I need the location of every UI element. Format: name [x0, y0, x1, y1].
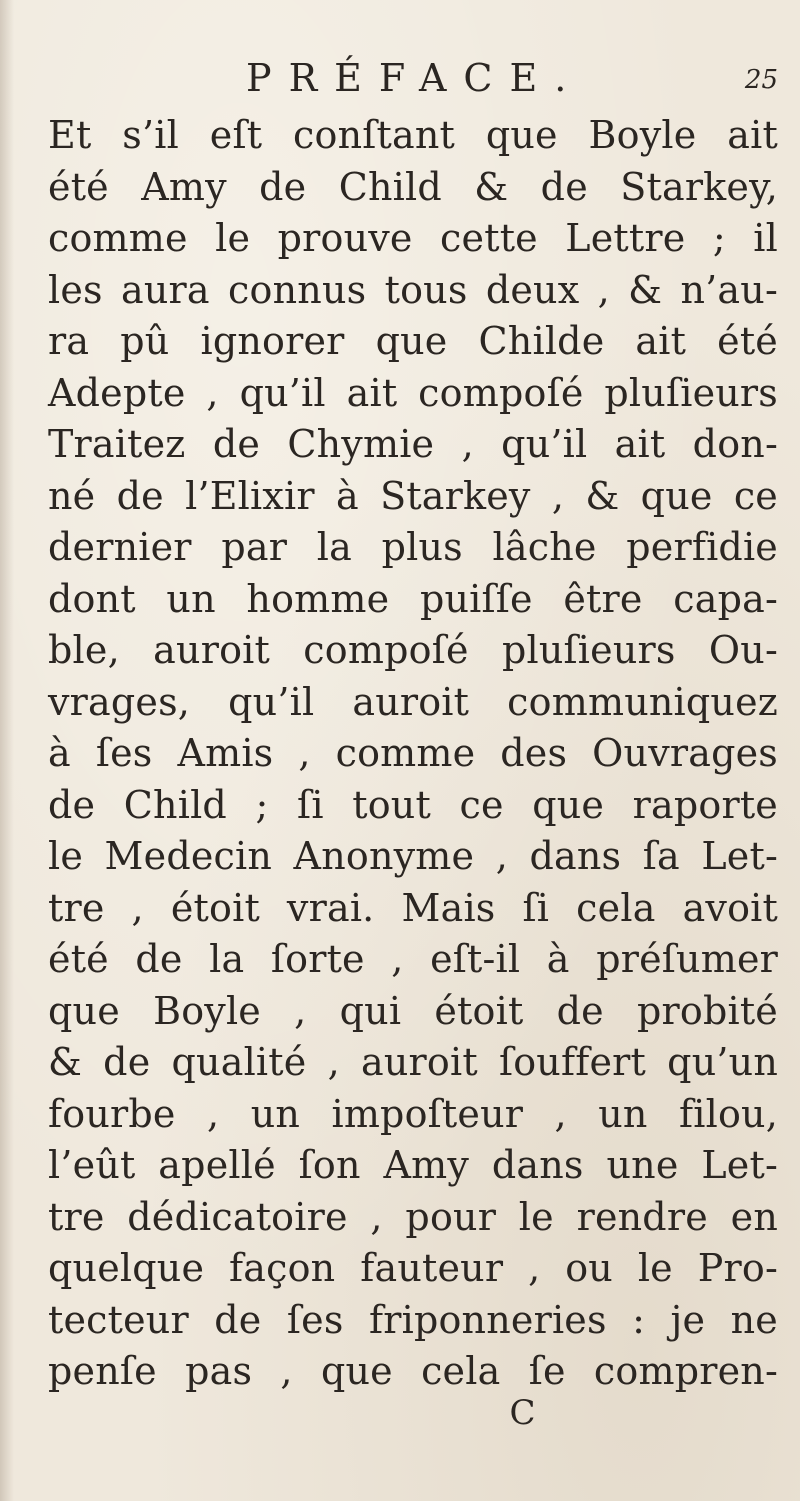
signature-mark: [0, 1388, 800, 1438]
page-number: 25: [744, 65, 778, 95]
text-line: Traitez de Chymie , qu’il ait don-: [48, 422, 778, 466]
body-text: [48, 110, 778, 1398]
text-line: été de la ſorte , eſt-il à préſumer: [48, 937, 778, 981]
text-line: à ſes Amis , comme des Ouvrages: [48, 731, 778, 775]
text-line: vrages, qu’il auroit communiquez: [48, 679, 778, 724]
text-line: les aura connus tous deux , & n’au-: [48, 267, 778, 312]
text-line: & de qualité , auroit ſouffert qu’un: [48, 1040, 778, 1084]
text-line: que Boyle , qui étoit de probité: [48, 988, 778, 1033]
text-line: l’eût apellé ſon Amy dans une Let-: [48, 1143, 778, 1187]
text-line: comme le prouve cette Lettre ; il: [48, 216, 778, 260]
signature-letter: C: [509, 1393, 536, 1433]
running-head: PRÉFACE.: [246, 56, 584, 100]
text-line: le Medecin Anonyme , dans ſa Let-: [48, 834, 778, 878]
page-header: [0, 48, 800, 108]
text-line: fourbe , un impoſteur , un filou,: [48, 1091, 778, 1136]
text-line: tecteur de ſes friponneries : je ne: [48, 1297, 778, 1342]
text-line: tre , étoit vrai. Mais ſi cela avoit: [48, 885, 778, 930]
text-line: Et s’il eſt conſtant que Boyle ait: [48, 113, 778, 157]
text-line: tre dédicatoire , pour le rendre en: [48, 1194, 778, 1239]
text-line: ra pû ignorer que Childe ait été: [48, 319, 778, 363]
text-line: dont un homme puiſſe être capa-: [48, 576, 778, 621]
text-line: été Amy de Child & de Starkey,: [48, 164, 778, 209]
text-line: né de l’Elixir à Starkey , & que ce: [48, 473, 778, 518]
text-line: quelque façon fauteur , ou le Pro-: [48, 1246, 778, 1290]
text-line: de Child ; ſi tout ce que raporte: [48, 782, 778, 827]
text-line: Adepte , qu’il ait compoſé pluſieurs: [48, 370, 778, 415]
text-line: dernier par la plus lâche perfidie: [48, 525, 778, 569]
text-line: penſe pas , que cela ſe compren-: [48, 1349, 778, 1393]
text-line: ble, auroit compoſé pluſieurs Ou-: [48, 628, 778, 672]
page-gutter-shadow: [0, 0, 14, 1501]
